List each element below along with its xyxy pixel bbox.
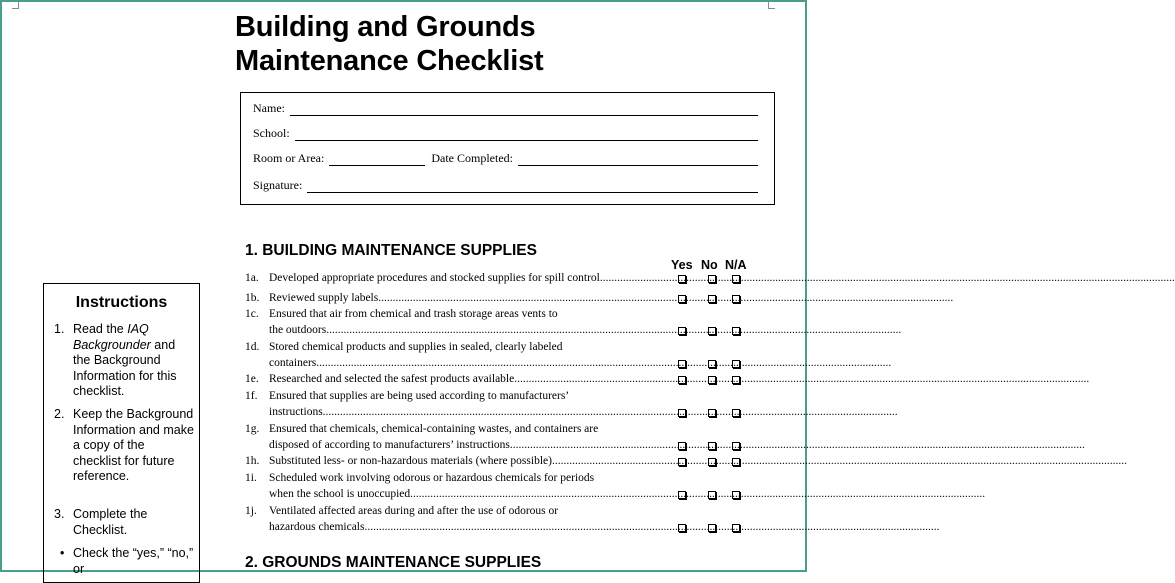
info-box [240, 92, 775, 205]
corner-mark-left [12, 2, 19, 9]
checkbox-na[interactable] [732, 327, 740, 335]
checkbox-na[interactable] [732, 491, 740, 499]
item-text-line-1: Ensured that air from chemical and trash storage areas vents to [269, 308, 558, 320]
checkbox-yes[interactable] [678, 275, 686, 283]
section-2-title: 2. GROUNDS MAINTENANCE SUPPLIES [245, 554, 542, 571]
checkbox-no[interactable] [708, 524, 716, 532]
corner-mark-right [768, 2, 775, 9]
checkbox-yes[interactable] [678, 327, 686, 335]
item-text-line-1: Ensured that supplies are being used according to manufacturers’ [269, 390, 570, 402]
col-yes-header: Yes [671, 258, 693, 272]
checkbox-no[interactable] [708, 458, 716, 466]
item-number: 1b. [245, 292, 260, 304]
checkbox-no[interactable] [708, 327, 716, 335]
step-2-number: 2. [54, 407, 65, 421]
checkbox-yes[interactable] [678, 295, 686, 303]
page-title [235, 10, 543, 78]
item-text: containers........................................................................................................................................................................................................ [269, 357, 892, 369]
date-field[interactable] [518, 154, 758, 166]
checkbox-no[interactable] [708, 275, 716, 283]
item-text: disposed of according to manufacturers’ instructions........................................................................................................................................................................................................ [269, 439, 1085, 451]
step-3-text: Complete the Checklist. [73, 507, 148, 537]
checkbox-no[interactable] [708, 295, 716, 303]
checkbox-yes[interactable] [678, 524, 686, 532]
checkbox-yes[interactable] [678, 442, 686, 450]
name-row [253, 101, 758, 116]
item-text-line-1: Ventilated affected areas during and after the use of odorous or [269, 505, 559, 517]
checkbox-na[interactable] [732, 295, 740, 303]
item-number: 1e. [245, 373, 259, 385]
item-text: Reviewed supply labels........................................................................................................................................................................................................ [269, 292, 954, 304]
checkbox-na[interactable] [732, 409, 740, 417]
bullet-text: Check the “yes,” “no,” or [73, 546, 194, 576]
item-text-line-1: Stored chemical products and supplies in sealed, clearly labeled [269, 341, 563, 353]
instructions-title: Instructions [75, 294, 168, 311]
item-text: hazardous chemicals........................................................................................................................................................................................................ [269, 521, 940, 533]
checkbox-yes[interactable] [678, 376, 686, 384]
checkbox-na[interactable] [732, 458, 740, 466]
checkbox-na[interactable] [732, 524, 740, 532]
school-row [253, 126, 758, 141]
col-no-header: No [701, 258, 718, 272]
item-number: 1c. [245, 308, 259, 320]
school-field[interactable] [295, 129, 758, 141]
item-text: when the school is unoccupied........................................................................................................................................................................................................ [269, 488, 986, 500]
room-date-row [253, 151, 758, 166]
signature-label: Signature: [253, 178, 303, 192]
checkbox-yes[interactable] [678, 491, 686, 499]
item-number: 1j. [245, 505, 257, 517]
name-field[interactable] [290, 104, 758, 116]
date-label: Date Completed: [431, 151, 513, 165]
checkbox-na[interactable] [732, 360, 740, 368]
item-number: 1d. [245, 341, 260, 353]
checkbox-na[interactable] [732, 275, 740, 283]
checkbox-no[interactable] [708, 376, 716, 384]
col-na-header: N/A [725, 258, 747, 272]
item-text-line-1: Ensured that chemicals, chemical-containing wastes, and containers are [269, 423, 599, 435]
item-text-line-1: Scheduled work involving odorous or hazardous chemicals for periods [269, 472, 595, 484]
item-text: Researched and selected the safest products available........................................................................................................................................................................................................ [269, 373, 1090, 385]
step-1-text: Read the IAQ Backgrounder and the Background Information for this checklist. [73, 322, 177, 398]
item-number: 1g. [245, 423, 260, 435]
checkbox-yes[interactable] [678, 458, 686, 466]
checkbox-no[interactable] [708, 442, 716, 450]
item-text: the outdoors........................................................................................................................................................................................................ [269, 324, 902, 336]
item-text: instructions........................................................................................................................................................................................................ [269, 406, 898, 418]
checkbox-na[interactable] [732, 376, 740, 384]
school-label: School: [253, 126, 290, 140]
item-number: 1a. [245, 272, 259, 284]
room-label: Room or Area: [253, 151, 325, 165]
checkbox-yes[interactable] [678, 360, 686, 368]
signature-row [253, 178, 758, 193]
checkbox-yes[interactable] [678, 409, 686, 417]
item-number: 1f. [245, 390, 258, 402]
section-1-title: 1. BUILDING MAINTENANCE SUPPLIES [245, 242, 537, 259]
checkbox-na[interactable] [732, 442, 740, 450]
title-line-1: Building and Grounds [235, 11, 536, 43]
title-line-2: Maintenance Checklist [235, 45, 544, 77]
item-number: 1h. [245, 455, 260, 467]
item-text: Developed appropriate procedures and stocked supplies for spill control........................................................................................................................................................................................................ [269, 272, 1175, 284]
bullet-mark: • [60, 546, 65, 560]
checkbox-no[interactable] [708, 360, 716, 368]
item-number: 1i. [245, 472, 257, 484]
instructions-box [43, 283, 200, 583]
name-label: Name: [253, 101, 285, 115]
step-1-number: 1. [54, 322, 65, 336]
room-field[interactable] [329, 154, 425, 166]
checkbox-no[interactable] [708, 491, 716, 499]
step-3-number: 3. [54, 507, 65, 521]
step-2-text: Keep the Background Information and make a copy of the checklist for future reference. [73, 407, 194, 483]
checkbox-no[interactable] [708, 409, 716, 417]
signature-field[interactable] [307, 181, 758, 193]
item-text: Substituted less- or non-hazardous materials (where possible)........................................................................................................................................................................................................ [269, 455, 1127, 467]
